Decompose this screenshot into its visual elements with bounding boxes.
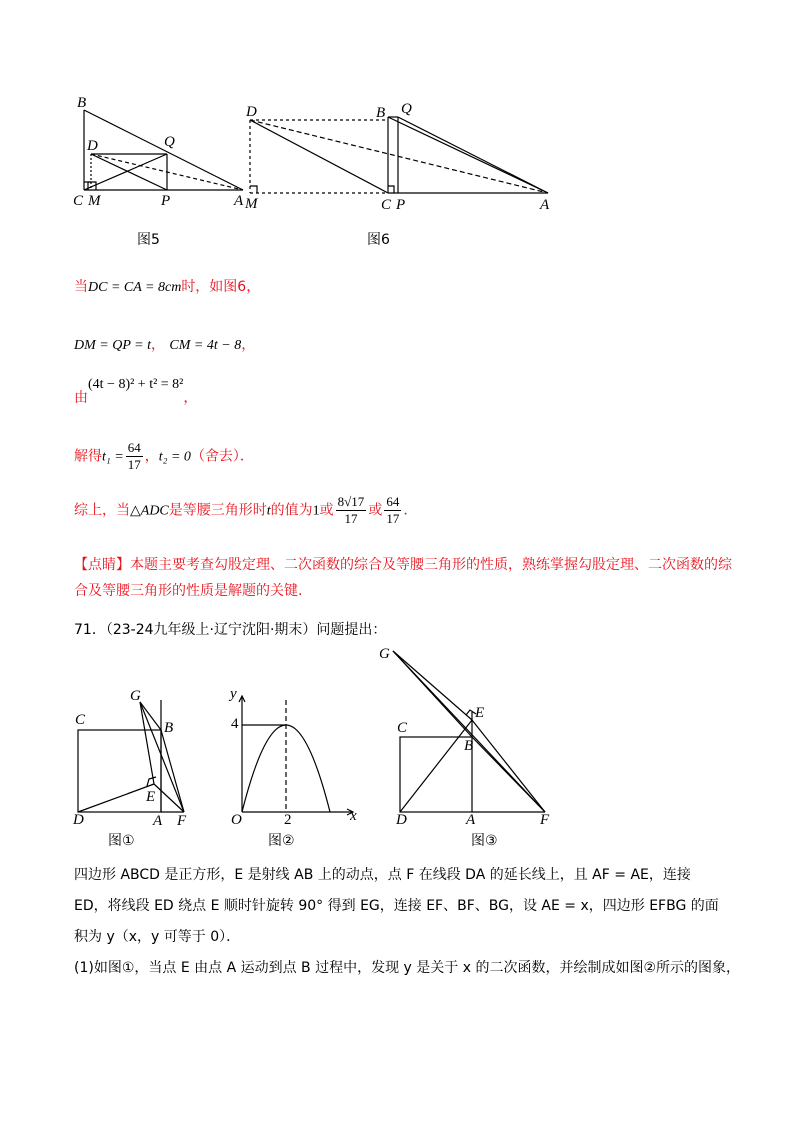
fig3-label-A: A <box>466 812 476 828</box>
problem-number: 71． <box>74 622 106 638</box>
fig3-label-D: D <box>396 812 407 828</box>
fig5-label-C: C <box>73 193 84 209</box>
fig6-caption: 图6 <box>367 232 390 248</box>
fig1-caption: 图① <box>108 833 135 849</box>
fig6-label-D: D <box>246 104 257 120</box>
fig6-label-C: C <box>381 197 392 213</box>
fig6-label-P: P <box>396 197 406 213</box>
fig3-label-B: B <box>464 738 474 754</box>
fig1-label-A: A <box>153 813 163 829</box>
fig2-caption: 图② <box>268 833 295 849</box>
fig1-label-D: D <box>73 812 84 828</box>
fig1-label-B: B <box>164 720 174 736</box>
comment-tag: 【点睛】 <box>74 557 130 573</box>
solution-line-3: 由(4t − 8)² + t² = 8²， <box>74 377 198 406</box>
problem-source: （23-24九年级上·辽宁沈阳·期末） <box>105 622 317 638</box>
problem-statement-p1: 四边形 ABCD 是正方形，E 是射线 AB 上的动点，点 F 在线段 DA 的延长线上，且 AF = AE，连接 ED，将线段 ED 绕点 E 顺时针旋转 90° 得到 EG，连接 EF、BF、BG，设 AE = x，四边形 EFBG 的面积为 y（x，y 可等于 0）． <box>74 867 719 945</box>
fig1-label-C: C <box>75 712 86 728</box>
fig5-caption: 图5 <box>137 232 160 248</box>
problem-statement-p2: (1)如图①，当点 E 由点 A 运动到点 B 过程中，发现 y 是关于 x 的二次函数，并绘制成如图②所示的图象， <box>74 960 741 976</box>
fig2-label-x: x <box>350 808 357 824</box>
solution-line-2: DM = QP = t， CM = 4t − 8， <box>74 337 256 353</box>
fig3-caption: 图③ <box>471 833 498 849</box>
fig3-label-F: F <box>540 812 550 828</box>
fig6-label-B: B <box>376 105 386 121</box>
solution-line-1: 当DC = CA = 8cm时，如图6， <box>74 279 261 295</box>
figure-6 <box>240 100 560 205</box>
comment-text: 本题主要考查勾股定理、二次函数的综合及等腰三角形的性质，熟练掌握勾股定理、二次函数的综合及等腰三角形的性质是解题的关键. <box>74 557 732 599</box>
fig6-label-A: A <box>540 197 550 213</box>
fig3-label-C: C <box>397 720 408 736</box>
fig3-label-G: G <box>379 646 390 662</box>
fig6-label-Q: Q <box>401 101 412 117</box>
fig5-label-A: A <box>234 193 244 209</box>
fig1-label-G: G <box>130 688 141 704</box>
figure-1 <box>70 685 200 820</box>
solution-line-5: 综上，当△ADC是等腰三角形时t的值为1或 $\frac{8√17}{17}$ 或 $\frac{64}{17}$ ． <box>74 494 418 526</box>
problem-lead: 问题提出： <box>316 622 387 638</box>
fig2-label-2: 2 <box>284 812 292 828</box>
figure-2 <box>225 690 365 820</box>
fig2-label-y: y <box>230 686 237 702</box>
fig5-label-D: D <box>87 138 98 154</box>
solution-line-4: 解得t₁ = $\frac{64}{17}$ ，t₂ = 0（舍去）． <box>74 440 254 472</box>
fig1-label-F: F <box>177 813 187 829</box>
fig5-label-B: B <box>77 95 87 111</box>
problem-header <box>74 619 386 639</box>
fig5-label-Q: Q <box>164 134 175 150</box>
fig6-label-M: M <box>245 196 258 212</box>
fig3-label-E: E <box>475 705 485 721</box>
comment-block <box>74 552 734 604</box>
fig5-label-P: P <box>161 193 171 209</box>
fig2-label-O: O <box>231 812 242 828</box>
fig5-label-M: M <box>88 193 101 209</box>
fig1-label-E: E <box>146 789 156 805</box>
fig2-label-4: 4 <box>231 716 239 732</box>
